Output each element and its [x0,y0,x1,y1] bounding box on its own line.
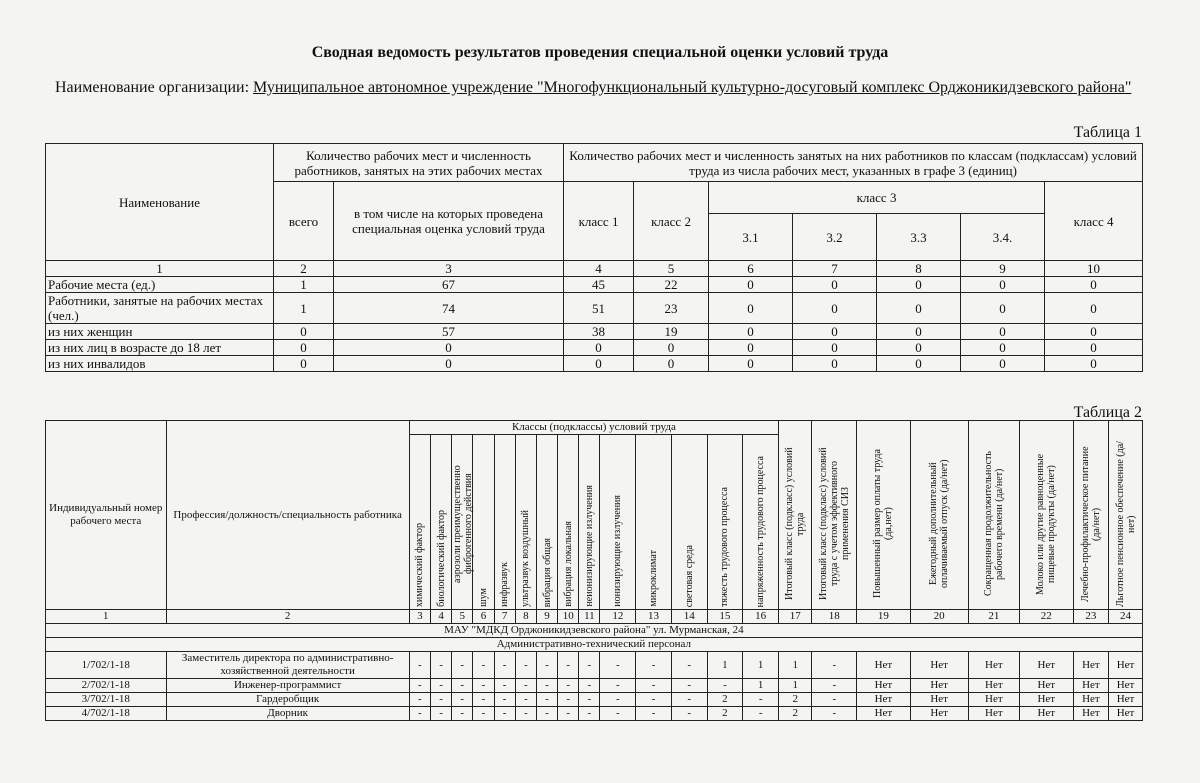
t2-header-factor [671,435,707,610]
t2-colnum: 3 [409,610,430,624]
t2-column-numbers [46,610,1143,624]
organization-line [55,78,1155,98]
t2-cell: Нет [1073,679,1109,693]
t2-header-factor-label: напряженность трудового процесса [755,455,767,607]
t2-colnum: 18 [812,610,857,624]
t1-colnum: 4 [564,261,634,277]
t2-header-factor [707,435,743,610]
t2-cell: Нет [1073,652,1109,679]
organization-name: Муниципальное автономное учреждение "Многофункциональный культурно-досуговый комплекс Орджоникидзевского района" [253,79,1132,96]
t2-cell: - [600,707,636,721]
t2-cell: Нет [857,693,911,707]
t2-org-name: МАУ "МДКД Орджоникидзевского района" ул. Мурманская, 24 [46,624,1143,638]
t1-cell: 22 [634,277,709,293]
t2-cell: 1 [743,679,779,693]
t1-cell: 0 [961,324,1045,340]
t2-cell: - [494,707,515,721]
t1-cell: 19 [634,324,709,340]
t2-header-factor [494,435,515,610]
t2-header-extra-label: Лечебно-профилактическое питание (да/нет) [1079,446,1102,602]
t2-cell: Нет [968,707,1019,721]
t2-cell: - [473,707,494,721]
t2-cell: 2 [779,693,812,707]
t2-org-row [46,624,1143,638]
t2-cell: - [536,707,557,721]
t1-header-class4: класс 4 [1045,182,1143,261]
t1-cell: 57 [334,324,564,340]
t2-cell: Нет [1109,679,1142,693]
t2-cell: - [812,707,857,721]
t2-colnum: 12 [600,610,636,624]
t2-header-factor [473,435,494,610]
t1-colnum: 8 [877,261,961,277]
t2-cell: Нет [857,652,911,679]
t2-header-extra [1109,421,1142,610]
t2-cell: - [494,693,515,707]
t1-cell: 0 [564,356,634,372]
t2-header-factor [452,435,473,610]
t2-cell: 1 [779,679,812,693]
t2-colnum: 1 [46,610,167,624]
t1-cell: 0 [274,356,334,372]
t2-cell: - [579,693,600,707]
t2-header-factor-label: неионизирующие излучения [583,485,595,607]
t1-cell: 0 [634,340,709,356]
t2-cell: - [812,693,857,707]
t2-row [46,679,1143,693]
t2-colnum: 21 [968,610,1019,624]
t2-cell: - [636,693,672,707]
t2-cell: - [452,679,473,693]
t2-cell: - [558,693,579,707]
t2-header-factor [430,435,451,610]
t1-cell: 0 [564,340,634,356]
t2-colnum: 19 [857,610,911,624]
t2-cell: - [671,652,707,679]
document-title: Сводная ведомость результатов проведения специальной оценки условий труда [311,44,889,61]
t2-header-factor-label: ионизирующие излучения [612,495,624,607]
t2-cell: 2 [707,693,743,707]
t2-row [46,707,1143,721]
t2-dept-row [46,638,1143,652]
t1-row [46,340,1143,356]
t2-cell: - [430,652,451,679]
t2-cell: - [473,652,494,679]
t1-cell: 51 [564,293,634,324]
t2-cell: - [636,707,672,721]
t1-cell: 0 [709,293,793,324]
t2-cell: - [558,707,579,721]
t2-cell: - [600,652,636,679]
t1-header-class2: класс 2 [634,182,709,261]
t2-cell: - [515,679,536,693]
t1-data-rows [46,277,1143,372]
organization-label: Наименование организации: [55,79,250,96]
t1-cell: 0 [709,324,793,340]
t2-header-factor-label: микроклимат [648,550,660,607]
t2-header-extra-label: Итоговый класс (подкласс) условий труда [784,447,807,601]
t1-colnum: 5 [634,261,709,277]
t1-cell: 74 [334,293,564,324]
t2-cell: - [579,652,600,679]
t2-profession: Инженер-программист [166,679,409,693]
t1-cell: 0 [877,356,961,372]
t2-header-factor-label: вибрация локальная [562,521,574,607]
t2-cell: 1 [707,652,743,679]
t2-colnum: 17 [779,610,812,624]
t1-colnum: 1 [46,261,274,277]
t2-cell: - [579,707,600,721]
t1-header-total: всего [274,182,334,261]
t2-header-extra [812,421,857,610]
t2-row [46,652,1143,679]
t2-header-row [46,421,1143,435]
t2-cell: - [558,652,579,679]
t2-workplace-id: 4/702/1-18 [46,707,167,721]
t2-cell: - [536,679,557,693]
t2-cell: - [671,693,707,707]
t2-cell: - [558,679,579,693]
t2-cell: - [409,707,430,721]
t2-cell: Нет [910,707,968,721]
t2-cell: - [671,679,707,693]
t2-header-factor [579,435,600,610]
t2-cell: - [812,652,857,679]
t2-cell: - [743,707,779,721]
t2-colnum: 14 [671,610,707,624]
t2-dept-name: Административно-технический персонал [46,638,1143,652]
t2-cell: Нет [968,652,1019,679]
summary-table [45,143,1143,372]
t2-cell: Нет [968,679,1019,693]
t2-header-extra [1020,421,1074,610]
t2-cell: - [409,679,430,693]
t1-cell: 45 [564,277,634,293]
t2-profession: Гардеробщик [166,693,409,707]
t1-row-label: из них женщин [46,324,274,340]
t2-cell: - [515,652,536,679]
t2-cell: Нет [1020,693,1074,707]
t1-colnum: 2 [274,261,334,277]
t1-cell: 0 [877,324,961,340]
t1-cell: 0 [793,356,877,372]
t2-cell: - [409,652,430,679]
t2-header-extra [857,421,911,610]
t2-colnum: 2 [166,610,409,624]
t2-row [46,693,1143,707]
t2-header-factor [558,435,579,610]
t2-colnum: 5 [452,610,473,624]
t2-header-factor-label: инфразвук [499,562,511,607]
t1-header-3-3: 3.3 [877,214,961,261]
t2-header-factor-label: биологический фактор [435,510,447,607]
t2-header-classes: Классы (подклассы) условий труда [409,421,778,435]
t1-header-count-group: Количество рабочих мест и численность работников, занятых на этих рабочих местах [274,144,564,182]
t2-cell: - [812,679,857,693]
t1-cell: 0 [709,356,793,372]
t1-cell: 0 [1045,340,1143,356]
t2-cell: - [536,693,557,707]
t2-colnum: 24 [1109,610,1142,624]
t1-cell: 0 [1045,277,1143,293]
t2-cell: Нет [968,693,1019,707]
t1-cell: 0 [961,293,1045,324]
t1-colnum: 9 [961,261,1045,277]
t1-colnum: 7 [793,261,877,277]
t2-colnum: 7 [494,610,515,624]
t2-colnum: 4 [430,610,451,624]
t1-cell: 0 [961,277,1045,293]
t2-cell: - [743,693,779,707]
t1-column-numbers [46,261,1143,277]
t2-workplace-id: 3/702/1-18 [46,693,167,707]
t2-header-factor [600,435,636,610]
t2-header-extra-label: Повышенный размер оплаты труда (да,нет) [872,449,895,599]
t2-header-extra-label: Ежегодный дополнительный оплачиваемый отпуск (да/нет) [928,459,951,589]
t2-cell: - [536,652,557,679]
t2-profession: Заместитель директора по административно-хозяйственной деятельности [166,652,409,679]
t1-cell: 0 [793,340,877,356]
t1-cell: 0 [1045,324,1143,340]
t1-header-3-2: 3.2 [793,214,877,261]
t2-header-factor-label: шум [477,588,489,607]
t2-cell: - [707,679,743,693]
t2-header-factor-label: тяжесть трудового процесса [719,487,731,607]
t1-cell: 0 [1045,293,1143,324]
t1-row [46,356,1143,372]
t2-colnum: 15 [707,610,743,624]
t2-cell: - [636,652,672,679]
t2-header-extra-label: Сокращенная продолжительность рабочего времени (да/нет) [982,451,1005,597]
t1-cell: 0 [334,340,564,356]
t2-cell: Нет [857,707,911,721]
t2-cell: - [515,693,536,707]
t2-workplace-id: 2/702/1-18 [46,679,167,693]
t2-cell: - [452,652,473,679]
t1-header-sout: в том числе на которых проведена специальная оценка условий труда [334,182,564,261]
t1-cell: 0 [961,356,1045,372]
t1-cell: 0 [274,340,334,356]
t1-cell: 0 [793,324,877,340]
t1-cell: 0 [877,277,961,293]
t2-header-extra [1073,421,1109,610]
t2-cell: - [452,693,473,707]
t1-cell: 1 [274,277,334,293]
t2-cell: - [579,679,600,693]
t2-header-extra [779,421,812,610]
t2-profession: Дворник [166,707,409,721]
t2-colnum: 6 [473,610,494,624]
t2-cell: 1 [743,652,779,679]
t1-row-label: Рабочие места (ед.) [46,277,274,293]
t1-cell: 0 [1045,356,1143,372]
t1-cell: 0 [877,293,961,324]
t2-header-extra [968,421,1019,610]
t2-header-factor [636,435,672,610]
t2-colnum: 22 [1020,610,1074,624]
t2-cell: - [452,707,473,721]
t1-cell: 23 [634,293,709,324]
t1-header-name: Наименование [46,144,274,261]
t1-colnum: 3 [334,261,564,277]
t2-cell: Нет [1073,693,1109,707]
t1-cell: 0 [709,277,793,293]
t2-colnum: 11 [579,610,600,624]
t2-cell: Нет [1020,707,1074,721]
t1-cell: 1 [274,293,334,324]
t2-cell: Нет [910,652,968,679]
t2-cell: - [473,679,494,693]
t2-cell: Нет [857,679,911,693]
t1-cell: 0 [877,340,961,356]
t2-header-factor-label: ультразвук воздушный [520,510,532,607]
t1-cell: 0 [709,340,793,356]
t2-colnum: 8 [515,610,536,624]
t1-header-3-4: 3.4. [961,214,1045,261]
t1-row [46,293,1143,324]
t1-colnum: 10 [1045,261,1143,277]
t2-cell: 2 [779,707,812,721]
t2-header-id: Индивидуальный номер рабочего места [46,421,167,610]
t2-header-factor-label: аэрозоли преимущественно фиброгенного действия [452,465,475,583]
t2-cell: - [636,679,672,693]
t1-cell: 0 [793,277,877,293]
t2-cell: Нет [910,693,968,707]
t1-cell: 0 [334,356,564,372]
t2-cell: Нет [1020,679,1074,693]
table2-caption: Таблица 2 [1073,404,1142,421]
t1-row-label: из них инвалидов [46,356,274,372]
t1-row-label: из них лиц в возрасте до 18 лет [46,340,274,356]
t1-header-3-1: 3.1 [709,214,793,261]
t1-row [46,277,1143,293]
t2-cell: - [671,707,707,721]
t2-cell: 2 [707,707,743,721]
t2-cell: - [600,693,636,707]
t2-header-factor [409,435,430,610]
t2-cell: - [473,693,494,707]
t2-header-factor [743,435,779,610]
t1-row [46,324,1143,340]
t1-cell: 0 [634,356,709,372]
t2-header-factor-label: химический фактор [414,522,426,607]
t2-cell: - [600,679,636,693]
t1-cell: 0 [961,340,1045,356]
t2-header-profession: Профессия/должность/специальность работника [166,421,409,610]
t2-cell: Нет [910,679,968,693]
t2-header-factor [515,435,536,610]
t2-header-extra-label: Итоговый класс (подкласс) условий труда с учетом эффективного применения СИЗ [817,447,851,601]
workplace-table [45,420,1143,721]
t1-row-label: Работники, занятые на рабочих местах (чел.) [46,293,274,324]
t2-colnum: 23 [1073,610,1109,624]
t2-cell: - [494,652,515,679]
t2-header-factor-label: световая среда [683,544,695,607]
t2-cell: - [430,707,451,721]
t2-cell: - [430,693,451,707]
t1-header-class-group: Количество рабочих мест и численность занятых на них работников по классам (подклассам) условий труда из числа рабочих мест, указанных в графе 3 (единиц) [564,144,1143,182]
t2-cell: Нет [1020,652,1074,679]
t2-cell: - [409,693,430,707]
t1-cell: 0 [793,293,877,324]
t2-cell: Нет [1109,652,1142,679]
t2-cell: - [494,679,515,693]
t1-colnum: 6 [709,261,793,277]
t2-colnum: 16 [743,610,779,624]
t2-cell: Нет [1109,693,1142,707]
t2-header-factor-label: вибрация общая [541,537,553,607]
t2-cell: Нет [1073,707,1109,721]
t2-cell: 1 [779,652,812,679]
t2-workplace-id: 1/702/1-18 [46,652,167,679]
t2-colnum: 10 [558,610,579,624]
t1-cell: 38 [564,324,634,340]
t2-cell: - [515,707,536,721]
t2-header-extra-label: Льготное пенсионное обеспечение (да/нет) [1114,441,1137,607]
t2-header-extra-label: Молоко или другие равноценные пищевые продукты (да/нет) [1035,453,1058,595]
t2-header-extra [910,421,968,610]
t1-cell: 0 [274,324,334,340]
table1-caption: Таблица 1 [1073,124,1142,141]
t1-cell: 67 [334,277,564,293]
t2-colnum: 9 [536,610,557,624]
t2-colnum: 20 [910,610,968,624]
t1-header-class3: класс 3 [709,182,1045,214]
t2-colnum: 13 [636,610,672,624]
t1-header-class1: класс 1 [564,182,634,261]
t2-cell: - [430,679,451,693]
t2-cell: Нет [1109,707,1142,721]
t2-header-factor [536,435,557,610]
